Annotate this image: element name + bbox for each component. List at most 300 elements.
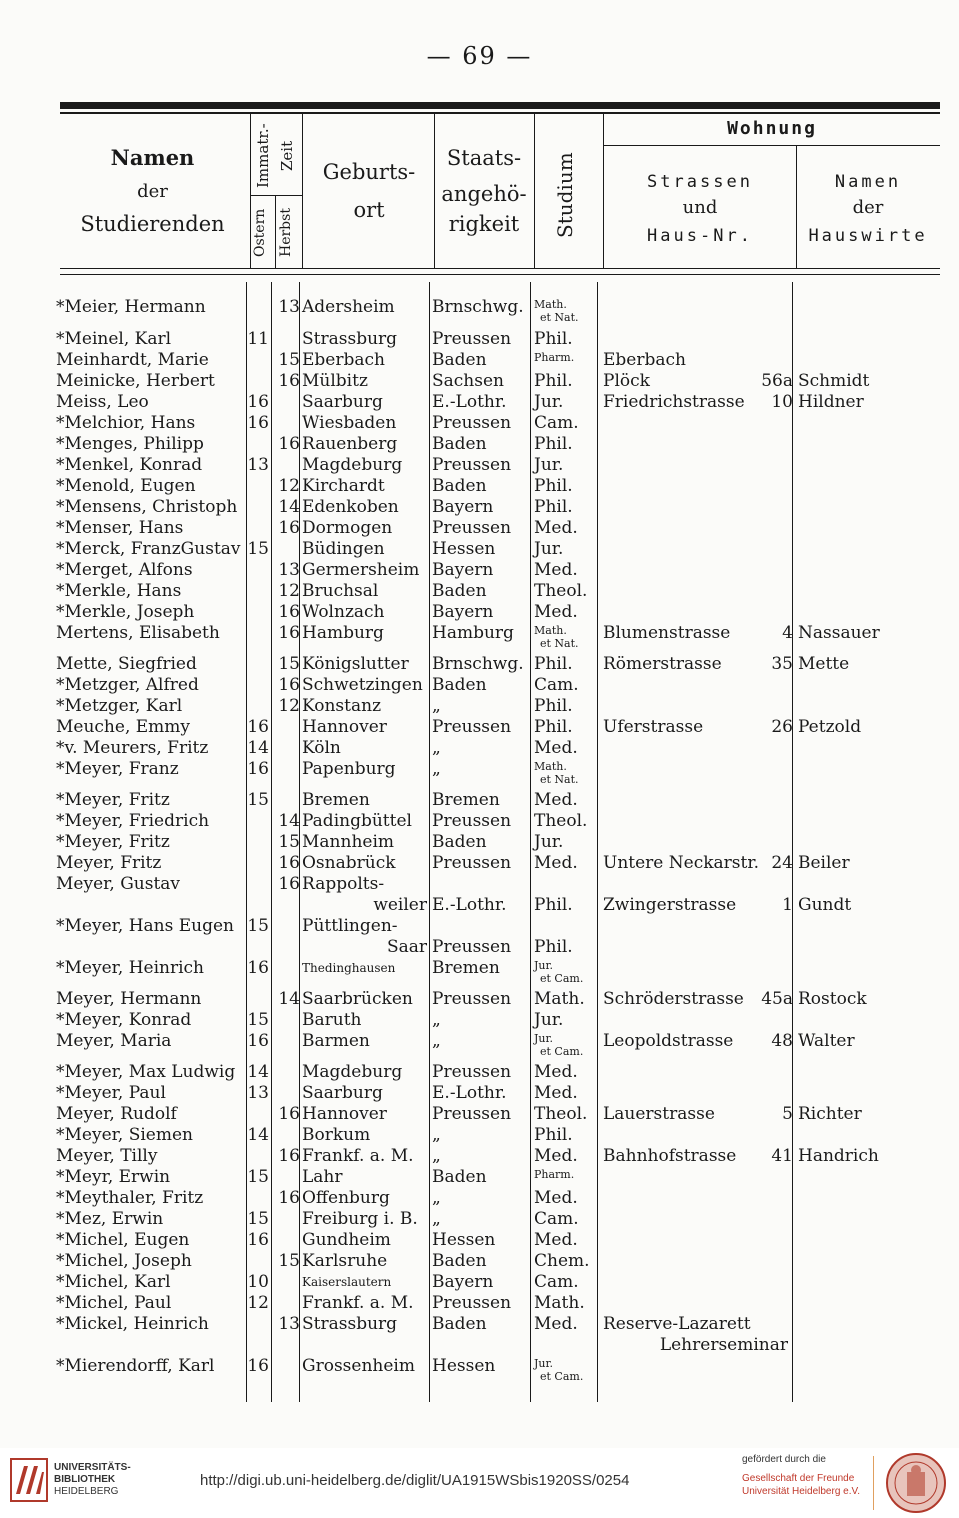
nationality: Preussen — [432, 1062, 512, 1082]
landlord: Nassauer — [798, 623, 880, 643]
street: Lauerstrasse — [603, 1104, 715, 1124]
immatr-ostern: 16 — [247, 413, 269, 433]
header-rule-2 — [60, 274, 940, 275]
subject: Med. — [534, 738, 578, 758]
table-row — [0, 1356, 959, 1383]
header-namen — [70, 144, 235, 172]
header-der: der — [137, 181, 168, 202]
immatr-ostern: 15 — [247, 1209, 269, 1229]
header-der2: der — [852, 197, 884, 218]
subject: Theol. — [534, 581, 588, 601]
immatr-herbst: 14 — [278, 497, 300, 517]
student-name: Meyer, Fritz — [56, 853, 162, 873]
birthplace: Offenburg — [302, 1188, 390, 1208]
house-number: 26 — [771, 717, 793, 737]
table-row — [0, 413, 959, 434]
immatr-ostern: 15 — [247, 790, 269, 810]
student-name: Mette, Siegfried — [56, 654, 197, 674]
table-row — [0, 1062, 959, 1083]
table-row — [0, 696, 959, 717]
landlord: Richter — [798, 1104, 862, 1124]
birthplace: Konstanz — [302, 696, 382, 716]
society-name — [742, 1472, 860, 1498]
nationality: Hessen — [432, 539, 496, 559]
footer-bar — [0, 1448, 959, 1518]
student-name: *Melchior, Hans — [56, 413, 196, 433]
landlord: Beiler — [798, 853, 850, 873]
immatr-herbst: 16 — [278, 434, 300, 454]
vline-h-7 — [796, 145, 797, 268]
nationality: Hessen — [432, 1230, 496, 1250]
student-name: *Metzger, Karl — [56, 696, 183, 716]
header-immatr: Immatr.- — [254, 123, 272, 189]
birthplace: Padingbüttel — [302, 811, 412, 831]
table-row — [0, 874, 959, 895]
nationality: Baden — [432, 1314, 487, 1334]
top-rule-thin — [60, 112, 940, 114]
nationality: Preussen — [432, 455, 512, 475]
immatr-ostern: 15 — [247, 1167, 269, 1187]
house-number: 4 — [782, 623, 793, 643]
header-line-wohnung — [604, 145, 940, 146]
nationality: Baden — [432, 350, 487, 370]
subject: Jur. — [534, 455, 564, 475]
nationality: „ — [432, 1125, 441, 1145]
subject: Jur. — [534, 1010, 564, 1030]
header-studierenden: Studierenden — [80, 212, 225, 236]
immatr-herbst: 16 — [278, 518, 300, 538]
birthplace: Rauenberg — [302, 434, 398, 454]
table-row — [0, 1125, 959, 1146]
student-name: *Michel, Joseph — [56, 1251, 192, 1271]
nationality: Preussen — [432, 518, 512, 538]
subject: Cam. — [534, 413, 579, 433]
landlord: Mette — [798, 654, 850, 674]
birthplace: Hannover — [302, 1104, 387, 1124]
source-url-link[interactable]: http://digi.ub.uni-heidelberg.de/diglit/UA1915WSbis1920SS/0254 — [200, 1472, 630, 1489]
nationality: Preussen — [432, 989, 512, 1009]
student-name: Mertens, Elisabeth — [56, 623, 220, 643]
subject: Med. — [534, 790, 578, 810]
birthplace: Schwetzingen — [302, 675, 423, 695]
student-name: *Menkel, Konrad — [56, 455, 203, 475]
table-row — [0, 1251, 959, 1272]
immatr-herbst: 12 — [278, 581, 300, 601]
subject: Med. — [534, 1062, 578, 1082]
house-number: 5 — [782, 1104, 793, 1124]
subject: Med. — [534, 1083, 578, 1103]
nationality: Baden — [432, 675, 487, 695]
nationality: Preussen — [432, 329, 512, 349]
student-name: *Meyer, Siemen — [56, 1125, 193, 1145]
student-name: *Meyer, Fritz — [56, 832, 170, 852]
table-row — [0, 392, 959, 413]
header-strassen: Strassen — [647, 172, 753, 192]
nationality: Brnschwg. — [432, 654, 524, 674]
table-row — [0, 455, 959, 476]
immatr-herbst: 13 — [278, 297, 300, 317]
header-staats: Staats- — [446, 146, 522, 170]
header-namen-text: Namen — [110, 145, 195, 170]
header-studium: Studium — [553, 152, 577, 238]
birthplace: Saarburg — [302, 392, 383, 412]
birthplace: Papenburg — [302, 759, 396, 779]
birthplace: Edenkoben — [302, 497, 399, 517]
house-number: 48 — [771, 1031, 793, 1051]
birthplace: Thedinghausen — [302, 961, 396, 975]
street: Römerstrasse — [603, 654, 722, 674]
nationality: Preussen — [432, 853, 512, 873]
immatr-herbst: 16 — [278, 1188, 300, 1208]
birthplace: Kirchardt — [302, 476, 385, 496]
nationality: Preussen — [432, 937, 512, 957]
birthplace: Strassburg — [302, 329, 398, 349]
subject: Phil. — [534, 476, 573, 496]
table-row — [0, 937, 959, 958]
subject: Phil. — [534, 937, 573, 957]
subject: Phil. — [534, 654, 573, 674]
house-number: 45a — [761, 989, 793, 1009]
table-row — [0, 989, 959, 1010]
landlord: Walter — [798, 1031, 855, 1051]
street: Schröderstrasse — [603, 989, 744, 1009]
subject: Pharm. — [534, 351, 575, 364]
subject: Med. — [534, 602, 578, 622]
subject: Cam. — [534, 1272, 579, 1292]
nationality: E.-Lothr. — [432, 1083, 507, 1103]
nationality: Baden — [432, 434, 487, 454]
vline-h-1 — [250, 114, 251, 268]
nationality: E.-Lothr. — [432, 392, 507, 412]
birthplace: Wolnzach — [302, 602, 385, 622]
table-row — [0, 738, 959, 759]
table-row — [0, 1104, 959, 1125]
student-name: Meuche, Emmy — [56, 717, 191, 737]
immatr-herbst: 16 — [278, 623, 300, 643]
immatr-ostern: 16 — [247, 1230, 269, 1250]
student-name: *Merkle, Hans — [56, 581, 182, 601]
birthplace: Gundheim — [302, 1230, 391, 1250]
subject: Chem. — [534, 1251, 590, 1271]
university-seal-icon — [885, 1452, 947, 1514]
table-row — [0, 1335, 959, 1356]
top-rule-thick — [60, 102, 940, 109]
subject-line-2: et Cam. — [540, 1370, 584, 1383]
immatr-ostern: 16 — [247, 759, 269, 779]
birthplace: Köln — [302, 738, 341, 758]
house-number: 24 — [771, 853, 793, 873]
student-name: *Menges, Philipp — [56, 434, 204, 454]
subject-line-2: et Nat. — [540, 773, 579, 786]
student-name: *Michel, Karl — [56, 1272, 171, 1292]
immatr-herbst: 13 — [278, 560, 300, 580]
header-namen2: Namen — [834, 172, 902, 192]
student-name: *Meyer, Konrad — [56, 1010, 192, 1030]
library-logo-icon — [10, 1458, 48, 1502]
subject: Jur. — [534, 832, 564, 852]
table-row — [0, 1188, 959, 1209]
nationality: „ — [432, 1209, 441, 1229]
immatr-herbst: 16 — [278, 371, 300, 391]
birthplace: Germersheim — [302, 560, 420, 580]
birthplace: Saar — [386, 937, 427, 957]
table-row — [0, 1031, 959, 1058]
library-line-2: BIBLIOTHEK — [54, 1474, 116, 1485]
nationality: E.-Lothr. — [432, 895, 507, 915]
subject: Phil. — [534, 696, 573, 716]
nationality: Bremen — [432, 790, 500, 810]
table-row — [0, 1293, 959, 1314]
birthplace: Karlsruhe — [302, 1251, 388, 1271]
subject: Jur. — [534, 539, 564, 559]
student-name: *Meyer, Fritz — [56, 790, 170, 810]
birthplace: Büdingen — [302, 539, 385, 559]
immatr-herbst: 16 — [278, 1146, 300, 1166]
birthplace: Strassburg — [302, 1314, 398, 1334]
student-name: *Meinel, Karl — [56, 329, 172, 349]
nationality: Bayern — [432, 1272, 494, 1292]
immatr-ostern: 16 — [247, 717, 269, 737]
street: Untere Neckarstr. — [603, 853, 759, 873]
immatr-ostern: 13 — [247, 1083, 269, 1103]
birthplace: Frankf. a. M. — [302, 1293, 414, 1313]
birthplace: Osnabrück — [302, 853, 396, 873]
nationality: „ — [432, 1146, 441, 1166]
society-line-1: Gesellschaft der Freunde — [742, 1473, 855, 1484]
student-name: Meinicke, Herbert — [56, 371, 215, 391]
header-ort: ort — [353, 198, 385, 222]
table-row — [0, 1167, 959, 1188]
nationality: Sachsen — [432, 371, 504, 391]
vline-h-5 — [534, 114, 535, 268]
subject-line-2: et Cam. — [540, 972, 584, 985]
student-name: *Mensens, Christoph — [56, 497, 238, 517]
nationality: Preussen — [432, 1104, 512, 1124]
birthplace: weiler — [373, 895, 427, 915]
nationality: Preussen — [432, 1293, 512, 1313]
table-row — [0, 895, 959, 916]
street: Uferstrasse — [603, 717, 704, 737]
nationality: Preussen — [432, 811, 512, 831]
immatr-ostern: 10 — [247, 1272, 269, 1292]
nationality: „ — [432, 1010, 441, 1030]
student-name: *Menser, Hans — [56, 518, 184, 538]
student-name: *Meyer, Franz — [56, 759, 179, 779]
birthplace: Adersheim — [302, 297, 395, 317]
subject: Phil. — [534, 434, 573, 454]
house-number: 10 — [771, 392, 793, 412]
birthplace: Frankf. a. M. — [302, 1146, 414, 1166]
house-number: 41 — [771, 1146, 793, 1166]
subject: Jur. — [534, 392, 564, 412]
birthplace: Kaiserslautern — [302, 1275, 392, 1289]
birthplace: Königslutter — [302, 654, 409, 674]
header-und: und — [682, 197, 718, 218]
table-row — [0, 759, 959, 786]
birthplace: Freiburg i. B. — [302, 1209, 418, 1229]
immatr-herbst: 15 — [278, 654, 300, 674]
student-name: *Meier, Hermann — [56, 297, 206, 317]
table-row — [0, 1209, 959, 1230]
subject: Jur. — [534, 959, 554, 972]
library-name — [54, 1462, 131, 1498]
street: Plöck — [603, 371, 650, 391]
student-name: Meyer, Hermann — [56, 989, 202, 1009]
table-row — [0, 434, 959, 455]
immatr-ostern: 16 — [247, 1031, 269, 1051]
immatr-ostern: 14 — [247, 1062, 269, 1082]
header-wohnung: Wohnung — [727, 118, 817, 139]
student-name: *Metzger, Alfred — [56, 675, 199, 695]
landlord: Handrich — [798, 1146, 879, 1166]
nationality: „ — [432, 696, 441, 716]
immatr-herbst: 14 — [278, 811, 300, 831]
table-row — [0, 1314, 959, 1335]
birthplace: Dormogen — [302, 518, 393, 538]
immatr-herbst: 16 — [278, 675, 300, 695]
table-row — [0, 811, 959, 832]
table-row — [0, 350, 959, 371]
header-rigkeit: rigkeit — [448, 212, 520, 236]
subject: Phil. — [534, 717, 573, 737]
birthplace: Grossenheim — [302, 1356, 415, 1376]
vline-h-3 — [302, 114, 303, 268]
immatr-ostern: 11 — [247, 329, 269, 349]
immatr-ostern: 15 — [247, 539, 269, 559]
subject: Phil. — [534, 329, 573, 349]
header-hauswirte: Hauswirte — [808, 226, 928, 246]
student-name: *Meyr, Erwin — [56, 1167, 171, 1187]
subject-line-2: et Nat. — [540, 311, 579, 324]
street: Zwingerstrasse — [603, 895, 737, 915]
immatr-herbst: 16 — [278, 874, 300, 894]
student-name: Meiss, Leo — [56, 392, 149, 412]
birthplace: Magdeburg — [302, 1062, 403, 1082]
table-row — [0, 297, 959, 324]
table-row — [0, 790, 959, 811]
immatr-herbst: 13 — [278, 1314, 300, 1334]
nationality: Bayern — [432, 602, 494, 622]
landlord: Petzold — [798, 717, 862, 737]
subject: Med. — [534, 1314, 578, 1334]
subject: Med. — [534, 1230, 578, 1250]
student-name: Meyer, Tilly — [56, 1146, 158, 1166]
nationality: „ — [432, 1031, 441, 1051]
subject: Med. — [534, 853, 578, 873]
funded-by-label: gefördert durch die — [742, 1454, 826, 1465]
nationality: Baden — [432, 832, 487, 852]
subject: Theol. — [534, 1104, 588, 1124]
birthplace: Magdeburg — [302, 455, 403, 475]
student-name: *Michel, Eugen — [56, 1230, 190, 1250]
table-row — [0, 1272, 959, 1293]
nationality: Baden — [432, 1167, 487, 1187]
header-geburts: Geburts- — [322, 160, 416, 184]
subject: Med. — [534, 518, 578, 538]
immatr-herbst: 15 — [278, 1251, 300, 1271]
table-row — [0, 654, 959, 675]
subject-line-2: et Cam. — [540, 1045, 584, 1058]
street: Leopoldstrasse — [603, 1031, 734, 1051]
header-herbst: Herbst — [278, 208, 294, 258]
nationality: „ — [432, 738, 441, 758]
birthplace: Saarbrücken — [302, 989, 413, 1009]
birthplace: Barmen — [302, 1031, 370, 1051]
header-rule-1 — [60, 268, 940, 269]
student-name: *Merck, FranzGustav — [56, 539, 241, 559]
library-line-3: HEIDELBERG — [54, 1486, 119, 1497]
subject: Math. — [534, 989, 585, 1009]
student-name: *Merget, Alfons — [56, 560, 193, 580]
header-hausnr: Haus-Nr. — [647, 226, 753, 246]
subject: Pharm. — [534, 1168, 575, 1181]
table-row — [0, 329, 959, 350]
subject: Phil. — [534, 371, 573, 391]
header-angehoe: angehö- — [441, 182, 527, 206]
immatr-herbst: 14 — [278, 989, 300, 1009]
birthplace: Bruchsal — [302, 581, 379, 601]
nationality: Baden — [432, 476, 487, 496]
nationality: Hessen — [432, 1356, 496, 1376]
subject: Theol. — [534, 811, 588, 831]
library-line-1: UNIVERSITÄTS- — [54, 1462, 131, 1473]
immatr-herbst: 15 — [278, 832, 300, 852]
student-name: Meyer, Gustav — [56, 874, 181, 894]
table-row — [0, 518, 959, 539]
nationality: „ — [432, 1188, 441, 1208]
student-name: *Meyer, Paul — [56, 1083, 166, 1103]
student-name: *Meythaler, Fritz — [56, 1188, 204, 1208]
nationality: Hamburg — [432, 623, 514, 643]
landlord: Hildner — [798, 392, 864, 412]
birthplace: Püttlingen- — [302, 916, 398, 936]
subject-line-2: et Nat. — [540, 637, 579, 650]
student-name: *Menold, Eugen — [56, 476, 196, 496]
student-name: Meyer, Rudolf — [56, 1104, 177, 1124]
street: Eberbach — [603, 350, 686, 370]
student-name: *Meyer, Friedrich — [56, 811, 210, 831]
student-name: *Meyer, Max Ludwig — [56, 1062, 236, 1082]
student-name: *Merkle, Joseph — [56, 602, 195, 622]
table-row — [0, 832, 959, 853]
immatr-herbst: 16 — [278, 602, 300, 622]
street: Lehrerseminar — [659, 1335, 788, 1355]
birthplace: Hamburg — [302, 623, 384, 643]
student-name: *Mickel, Heinrich — [56, 1314, 209, 1334]
table-row — [0, 675, 959, 696]
society-line-2: Universität Heidelberg e.V. — [742, 1486, 861, 1497]
student-name: *v. Meurers, Fritz — [56, 738, 209, 758]
nationality: Baden — [432, 581, 487, 601]
subject: Math. — [534, 624, 567, 637]
landlord: Gundt — [798, 895, 852, 915]
student-name: Meinhardt, Marie — [56, 350, 209, 370]
nationality: Bayern — [432, 560, 494, 580]
nationality: Bayern — [432, 497, 494, 517]
subject: Math. — [534, 760, 567, 773]
birthplace: Mannheim — [302, 832, 395, 852]
student-name: *Mierendorff, Karl — [56, 1356, 215, 1376]
student-name: Meyer, Maria — [56, 1031, 172, 1051]
subject: Phil. — [534, 895, 573, 915]
subject: Med. — [534, 1188, 578, 1208]
subject: Math. — [534, 1293, 585, 1313]
street: Bahnhofstrasse — [603, 1146, 737, 1166]
nationality: Preussen — [432, 717, 512, 737]
birthplace: Wiesbaden — [302, 413, 397, 433]
table-row — [0, 717, 959, 738]
student-name: *Meyer, Heinrich — [56, 958, 205, 978]
